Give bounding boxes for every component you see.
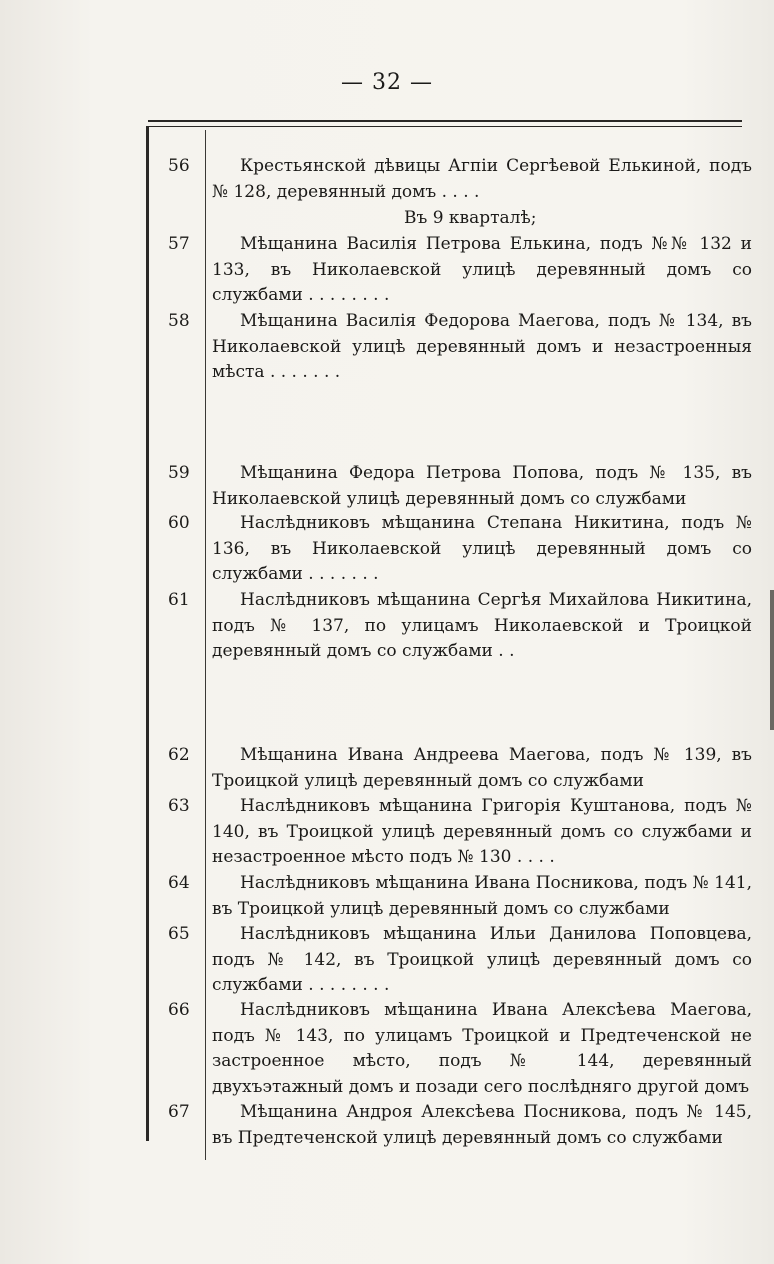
entry-text: Мѣщанина Василія Петрова Елькина, подъ №№ 132 и 133, въ Николаевской улицѣ деревянный домъ со службами . . . . . . . . — [212, 234, 752, 305]
entry-number: 67 — [168, 1102, 190, 1122]
entry-text: Мѣщанина Василія Федорова Маегова, подъ № 134, въ Николаевской улицѣ деревянный домъ и незастроенныя мѣста . . . . . . . — [212, 311, 752, 382]
entry-number: 56 — [168, 156, 190, 176]
number-column-rule — [205, 130, 206, 1160]
entry-number: 60 — [168, 513, 190, 533]
district-heading: Въ 9 кварталѣ; — [404, 208, 537, 228]
entry-number: 64 — [168, 873, 190, 893]
left-margin-rule — [146, 126, 149, 1141]
page-number: — 32 — — [341, 70, 433, 95]
entry-number: 58 — [168, 311, 190, 331]
entry-text: Мѣщанина Андроя Алексѣева Посникова, подъ № 145, въ Предтеченской улицѣ деревянный домъ со службами — [212, 1102, 752, 1148]
entry-text: Мѣщанина Ивана Андреева Маегова, подъ № 139, въ Троицкой улицѣ деревянный домъ со службами — [212, 745, 752, 791]
entry-number: 65 — [168, 924, 190, 944]
entry-text: Наслѣдниковъ мѣщанина Ильи Данилова Поповцева, подъ № 142, въ Троицкой улицѣ деревянный домъ со службами . . . . . . . . — [212, 924, 752, 995]
entry-number: 63 — [168, 796, 190, 816]
entry-number: 59 — [168, 463, 190, 483]
header-rule-thick — [148, 120, 742, 122]
entry-text: Наслѣдниковъ мѣщанина Григорія Куштанова, подъ № 140, въ Троицкой улицѣ деревянный домъ со службами и незастроенное мѣсто подъ № 130 . . . . — [212, 796, 752, 867]
entry-number: 57 — [168, 234, 190, 254]
entry-number: 61 — [168, 590, 190, 610]
page-edge-shadow — [770, 590, 774, 730]
entry-text: Крестьянской дѣвицы Агпіи Сергѣевой Елькиной, подъ № 128, деревянный домъ . . . . — [212, 156, 752, 202]
entry-text: Наслѣдниковъ мѣщанина Ивана Алексѣева Маегова, подъ № 143, по улицамъ Троицкой и Предтеченской не застроенное мѣсто, подъ № 144, деревянный двухъэтажный домъ и позади сего послѣдняго другой домъ — [212, 1000, 752, 1097]
entry-text: Наслѣдниковъ мѣщанина Сергѣя Михайлова Никитина, подъ № 137, по улицамъ Николаевской и Троицкой деревянный домъ со службами . . — [212, 590, 752, 661]
entry-number: 62 — [168, 745, 190, 765]
entry-text: Мѣщанина Федора Петрова Попова, подъ № 135, въ Николаевской улицѣ деревянный домъ со службами — [212, 463, 752, 509]
header-rule-thin — [148, 126, 742, 127]
entry-text: Наслѣдниковъ мѣщанина Ивана Посникова, подъ № 141, въ Троицкой улицѣ деревянный домъ со службами — [212, 873, 752, 919]
entry-text: Наслѣдниковъ мѣщанина Степана Никитина, подъ № 136, въ Николаевской улицѣ деревянный домъ со службами . . . . . . . — [212, 513, 752, 584]
entry-number: 66 — [168, 1000, 190, 1020]
